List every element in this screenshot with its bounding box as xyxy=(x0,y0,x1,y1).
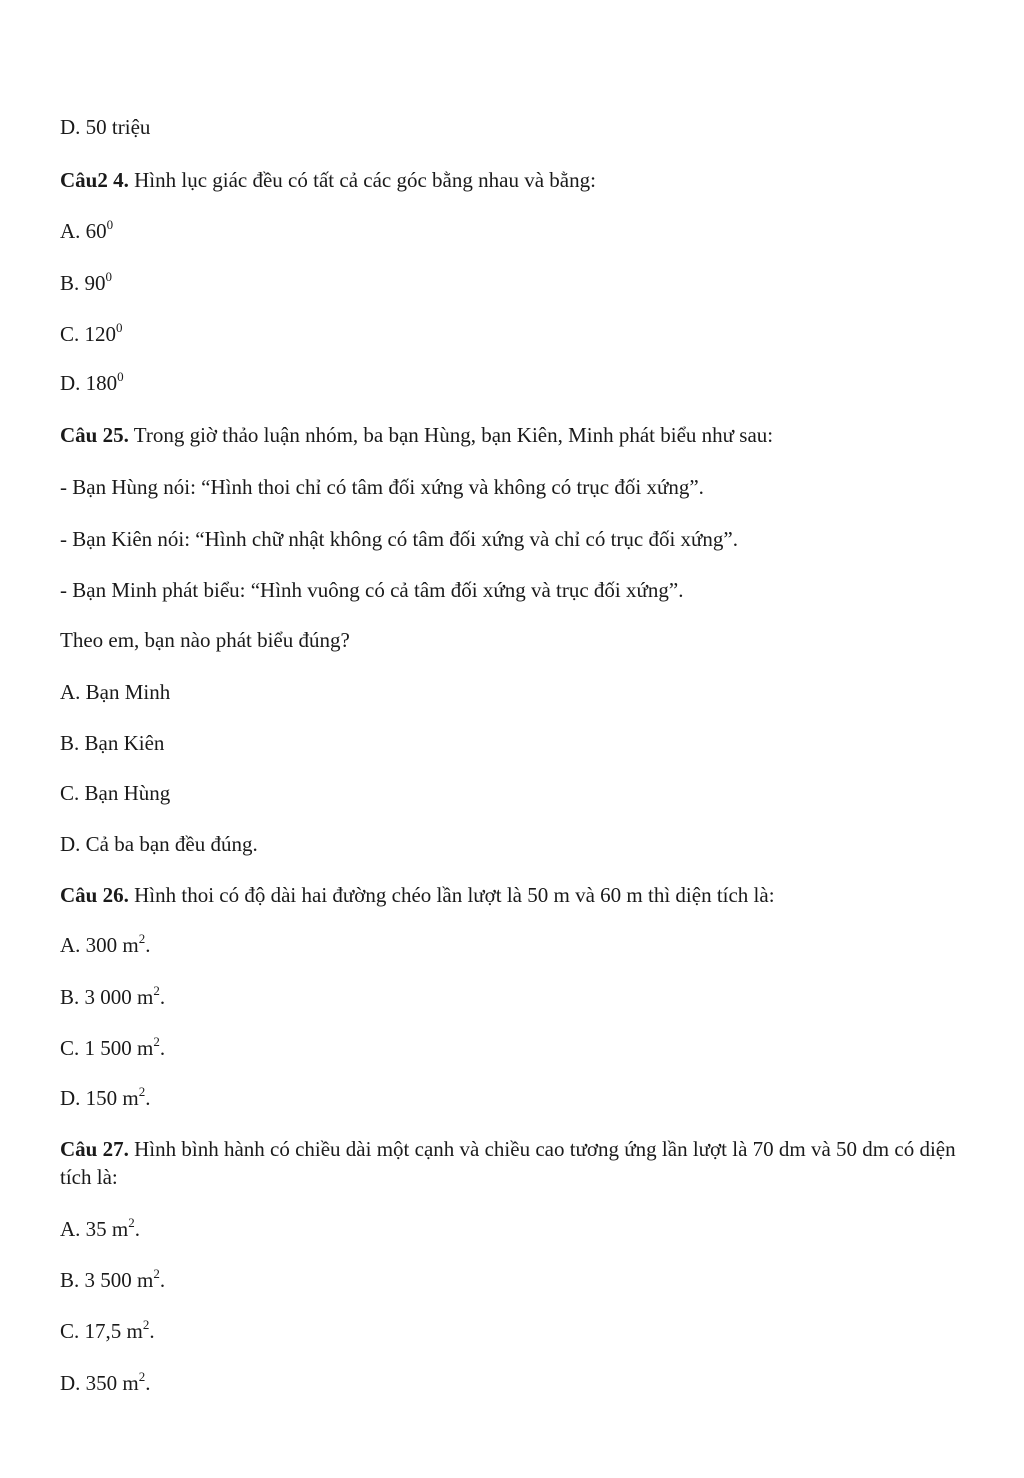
q25-statement-kien: - Bạn Kiên nói: “Hình chữ nhật không có tâm đối xứng và chỉ có trục đối xứng”. xyxy=(60,527,738,551)
question-26 xyxy=(60,882,775,908)
question-27 xyxy=(60,1135,980,1191)
question-25 xyxy=(60,422,773,448)
q25-option-b: B. Bạn Kiên xyxy=(60,731,165,755)
question-label: Câu 26. xyxy=(60,883,129,907)
question-24 xyxy=(60,167,596,193)
q26-option-a: A. 300 $m^2$. xyxy=(60,931,151,957)
q24-option-b: B. $90^0$ xyxy=(60,269,113,295)
q25-option-a: A. Bạn Minh xyxy=(60,680,171,704)
q26-option-d: D. 150 $m^2$. xyxy=(60,1084,151,1110)
question-label: Câu2 4. xyxy=(60,168,129,192)
q27-option-a: A. 35 $m^2$. xyxy=(60,1215,140,1241)
question-text: Trong giờ thảo luận nhóm, ba bạn Hùng, bạn Kiên, Minh phát biểu như sau: xyxy=(128,423,774,447)
q26-option-b: B. 3 000 $m^2$. xyxy=(60,983,166,1009)
question-label: Câu 27. xyxy=(60,1137,129,1161)
q24-option-d: D. $180^0$ xyxy=(60,369,124,395)
question-text: Hình bình hành có chiều dài một cạnh và chiều cao tương ứng lần lượt là 70 dm và 50 dm có diện tích là: xyxy=(60,1137,956,1189)
question-text: Hình lục giác đều có tất cả các góc bằng nhau và bằng: xyxy=(128,168,596,192)
q25-option-d: D. Cả ba bạn đều đúng. xyxy=(60,832,258,856)
q27-option-b: B. 3 500 $m^2$. xyxy=(60,1266,166,1292)
q23-option-d: D. 50 triệu xyxy=(60,115,151,139)
q24-option-a: A. $60^0$ xyxy=(60,217,114,243)
q27-option-c: C. 17,5 $m^2$. xyxy=(60,1317,155,1343)
q26-option-c: C. 1 500 $m^2$. xyxy=(60,1034,166,1060)
q25-prompt: Theo em, bạn nào phát biểu đúng? xyxy=(60,628,350,652)
question-label: Câu 25. xyxy=(60,423,129,447)
q25-statement-minh: - Bạn Minh phát biểu: “Hình vuông có cả tâm đối xứng và trục đối xứng”. xyxy=(60,578,684,602)
question-text: Hình thoi có độ dài hai đường chéo lần lượt là 50 m và 60 m thì diện tích là: xyxy=(128,883,775,907)
q25-option-c: C. Bạn Hùng xyxy=(60,781,171,805)
q24-option-c: C. $120^0$ xyxy=(60,320,123,346)
q27-option-d: D. 350 $m^2$. xyxy=(60,1369,151,1395)
q25-statement-hung: - Bạn Hùng nói: “Hình thoi chỉ có tâm đối xứng và không có trục đối xứng”. xyxy=(60,475,704,499)
